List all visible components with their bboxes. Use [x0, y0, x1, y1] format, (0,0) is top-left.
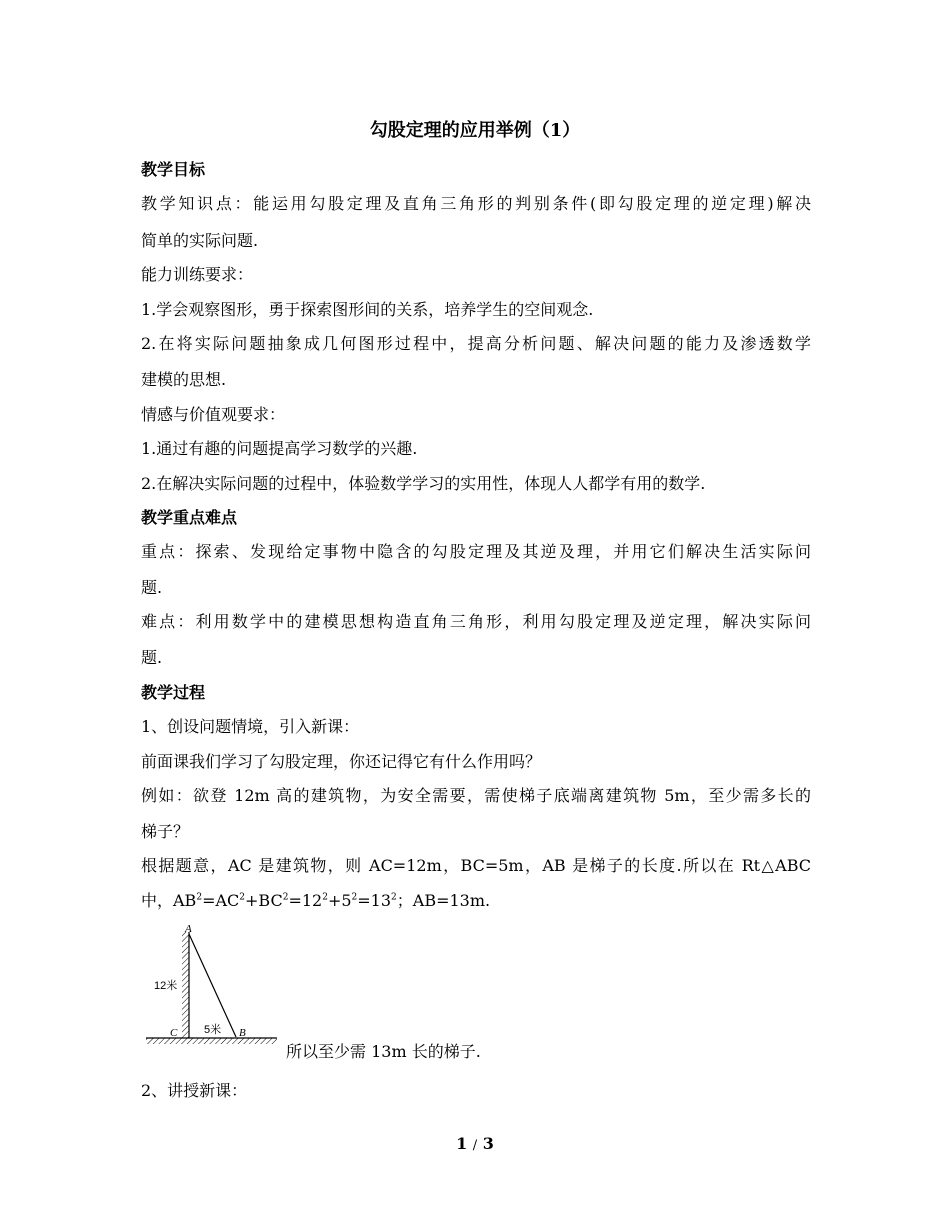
heading-teaching-process: 教学过程 [141, 683, 206, 702]
paragraph-key-point: 重点：探索、发现给定事物中隐含的勾股定理及其逆及理，并用它们解决生活实际问 [141, 542, 811, 561]
paragraph-example-cont: 梯子？ [141, 822, 190, 841]
list-item-emotion-2: 2.在解决实际问题的过程中，体验数学学习的实用性，体现人人都学有用的数学. [141, 474, 706, 493]
ladder-line [189, 934, 236, 1037]
label-height: 12米 [154, 980, 178, 992]
label-b: B [239, 1027, 246, 1039]
paragraph-example: 例如：欲登 12m 高的建筑物，为安全需要，需使梯子底端离建筑物 5m，至少需多长的 [141, 786, 811, 805]
list-item-ability-2-cont: 建模的思想. [141, 370, 227, 389]
ladder-triangle-figure [143, 918, 283, 1048]
paragraph-difficulty: 难点：利用数学中的建模思想构造直角三角形，利用勾股定理及逆定理，解决实际问 [141, 612, 811, 631]
label-base: 5米 [204, 1024, 222, 1036]
list-item-emotion-1: 1.通过有趣的问题提高学习数学的兴趣. [141, 439, 418, 458]
page-total: 3 [482, 1134, 494, 1153]
list-item-ability-1: 1.学会观察图形，勇于探索图形间的关系，培养学生的空间观念. [141, 300, 594, 319]
paragraph-key-point-cont: 题. [141, 578, 163, 597]
wall-hatching [182, 932, 189, 1038]
paragraph-knowledge-points: 教学知识点：能运用勾股定理及直角三角形的判别条件(即勾股定理的逆定理)解决 [141, 194, 811, 213]
label-c: C [170, 1027, 178, 1039]
paragraph-ability-requirements: 能力训练要求： [141, 265, 254, 284]
heading-teaching-goals: 教学目标 [141, 160, 206, 179]
heading-key-points: 教学重点难点 [141, 508, 238, 527]
document-title: 勾股定理的应用举例（1） [369, 120, 581, 141]
figure-caption: 所以至少需 13m 长的梯子. [286, 1042, 481, 1061]
paragraph-emotion-values: 情感与价值观要求： [141, 405, 286, 424]
list-item-step-1: 1、创设问题情境，引入新课： [141, 717, 360, 736]
label-a: A [185, 923, 192, 935]
page-number [0, 1134, 950, 1153]
page-separator: / [472, 1138, 478, 1153]
list-item-step-2: 2、讲授新课： [141, 1081, 248, 1100]
paragraph-knowledge-points-cont: 简单的实际问题. [141, 231, 259, 250]
list-item-ability-2: 2.在将实际问题抽象成几何图形过程中，提高分析问题、解决问题的能力及渗透数学 [141, 334, 811, 353]
ground-hatching [146, 1038, 277, 1044]
ladder-triangle-diagram [143, 918, 283, 1048]
page-current: 1 [456, 1134, 468, 1153]
equation-pythagorean: 中，$AB^2=AC^2+BC^2=12^2+5^2=13^2$；AB=13m. [141, 891, 491, 910]
paragraph-solution: 根据题意，AC 是建筑物，则 AC=12m，BC=5m，AB 是梯子的长度.所以在 Rt△ABC [141, 856, 811, 875]
paragraph-review-question: 前面课我们学习了勾股定理，你还记得它有什么作用吗？ [141, 752, 542, 771]
paragraph-difficulty-cont: 题. [141, 648, 163, 667]
